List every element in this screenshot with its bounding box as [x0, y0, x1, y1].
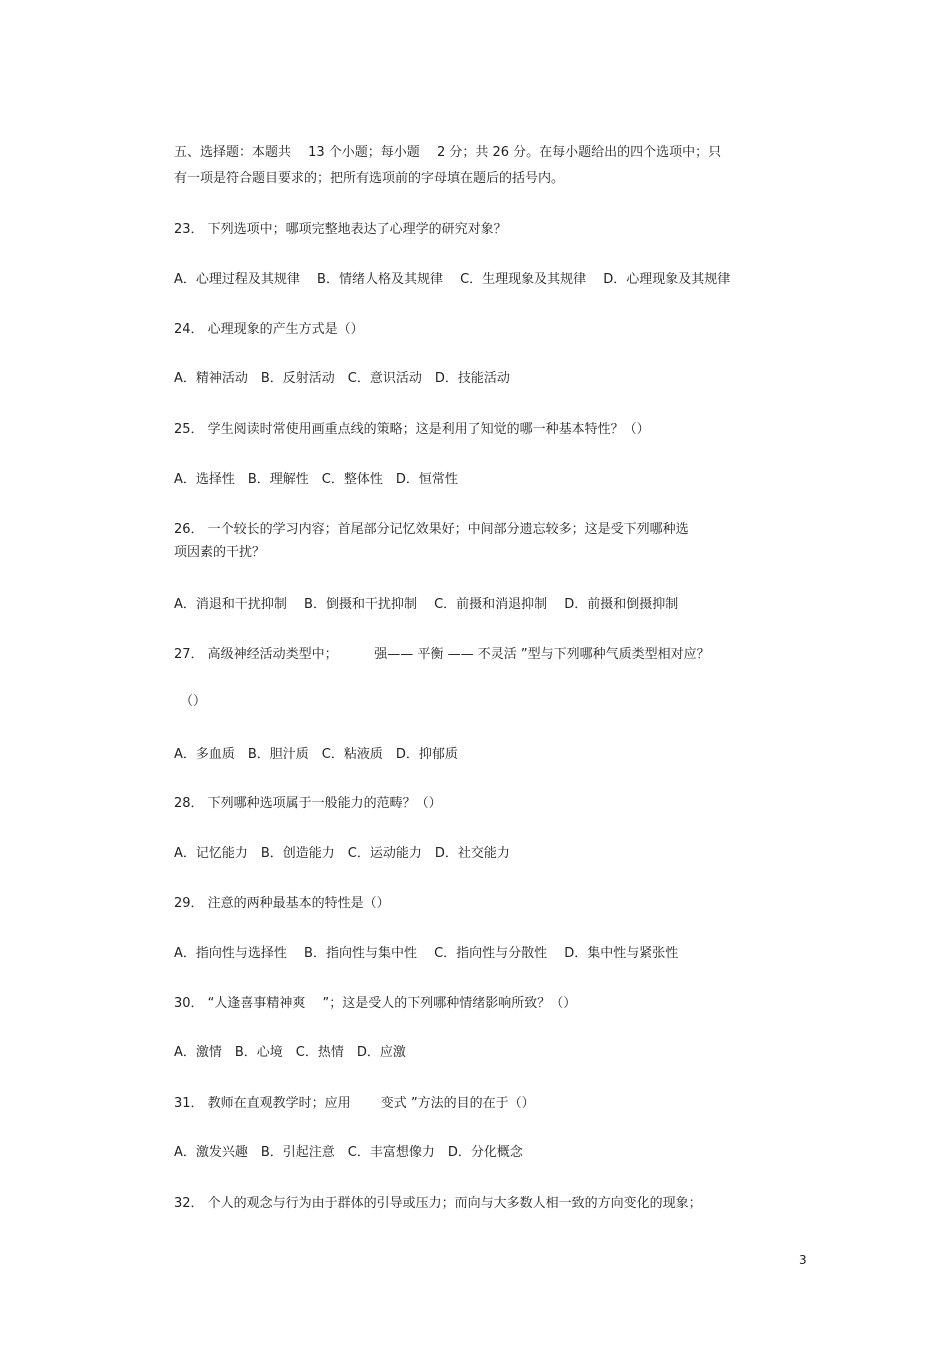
question-26-stem: 26． 一个较长的学习内容；首尾部分记忆效果好；中间部分遗忘较多；这是受下列哪种选: [174, 522, 689, 537]
section-instruction-line-2: 有一项是符合题目要求的；把所有选项前的字母填在题后的括号内。: [174, 171, 565, 186]
question-27-answer-bracket: （）: [180, 694, 207, 709]
question-30-options: A．激情 B．心境 C．热情 D．应激: [174, 1045, 406, 1060]
question-31-stem: 31． 教师在直观教学时；应用 变式 ”方法的目的在于（）: [174, 1096, 535, 1111]
question-29-options: A．指向性与选择性 B．指向性与集中性 C．指向性与分散性 D．集中性与紧张性: [174, 946, 679, 961]
page-number: 3: [799, 1253, 807, 1267]
question-26-options: A．消退和干扰抑制 B．倒摄和干扰抑制 C．前摄和消退抑制 D．前摄和倒摄抑制: [174, 597, 679, 612]
question-32-stem: 32． 个人的观念与行为由于群体的引导或压力；而向与大多数人相一致的方向变化的现象；: [174, 1196, 702, 1211]
question-26-stem-continued: 项因素的干扰？: [174, 545, 266, 560]
question-31-options: A．激发兴趣 B．引起注意 C．丰富想像力 D．分化概念: [174, 1145, 523, 1160]
question-28-stem: 28． 下列哪种选项属于一般能力的范畴？（）: [174, 796, 442, 811]
question-27-options: A．多血质 B．胆汁质 C．粘液质 D．抑郁质: [174, 747, 458, 762]
question-29-stem: 29． 注意的两种最基本的特性是（）: [174, 896, 390, 911]
question-27-stem: 27． 高级神经活动类型中； 强—— 平衡 —— 不灵活 ”型与下列哪种气质类型相对应？: [174, 647, 710, 662]
question-23-options: A．心理过程及其规律 B．情绪人格及其规律 C．生理现象及其规律 D．心理现象及其规律: [174, 272, 731, 287]
section-instruction-line-1: 五、选择题：本题共 13 个小题；每小题 2 分；共 26 分。在每小题给出的四个选项中；只: [174, 145, 722, 160]
question-25-stem: 25． 学生阅读时常使用画重点线的策略；这是利用了知觉的哪一种基本特性？（）: [174, 422, 650, 437]
question-25-options: A．选择性 B．理解性 C．整体性 D．恒常性: [174, 472, 458, 487]
question-24-options: A．精神活动 B．反射活动 C．意识活动 D．技能活动: [174, 371, 510, 386]
question-24-stem: 24． 心理现象的产生方式是（）: [174, 322, 364, 337]
question-28-options: A．记忆能力 B．创造能力 C．运动能力 D．社交能力: [174, 846, 510, 861]
question-23-stem: 23． 下列选项中；哪项完整地表达了心理学的研究对象？: [174, 222, 507, 237]
question-30-stem: 30． “人逢喜事精神爽 ”；这是受人的下列哪种情绪影响所致？（）: [174, 996, 577, 1011]
